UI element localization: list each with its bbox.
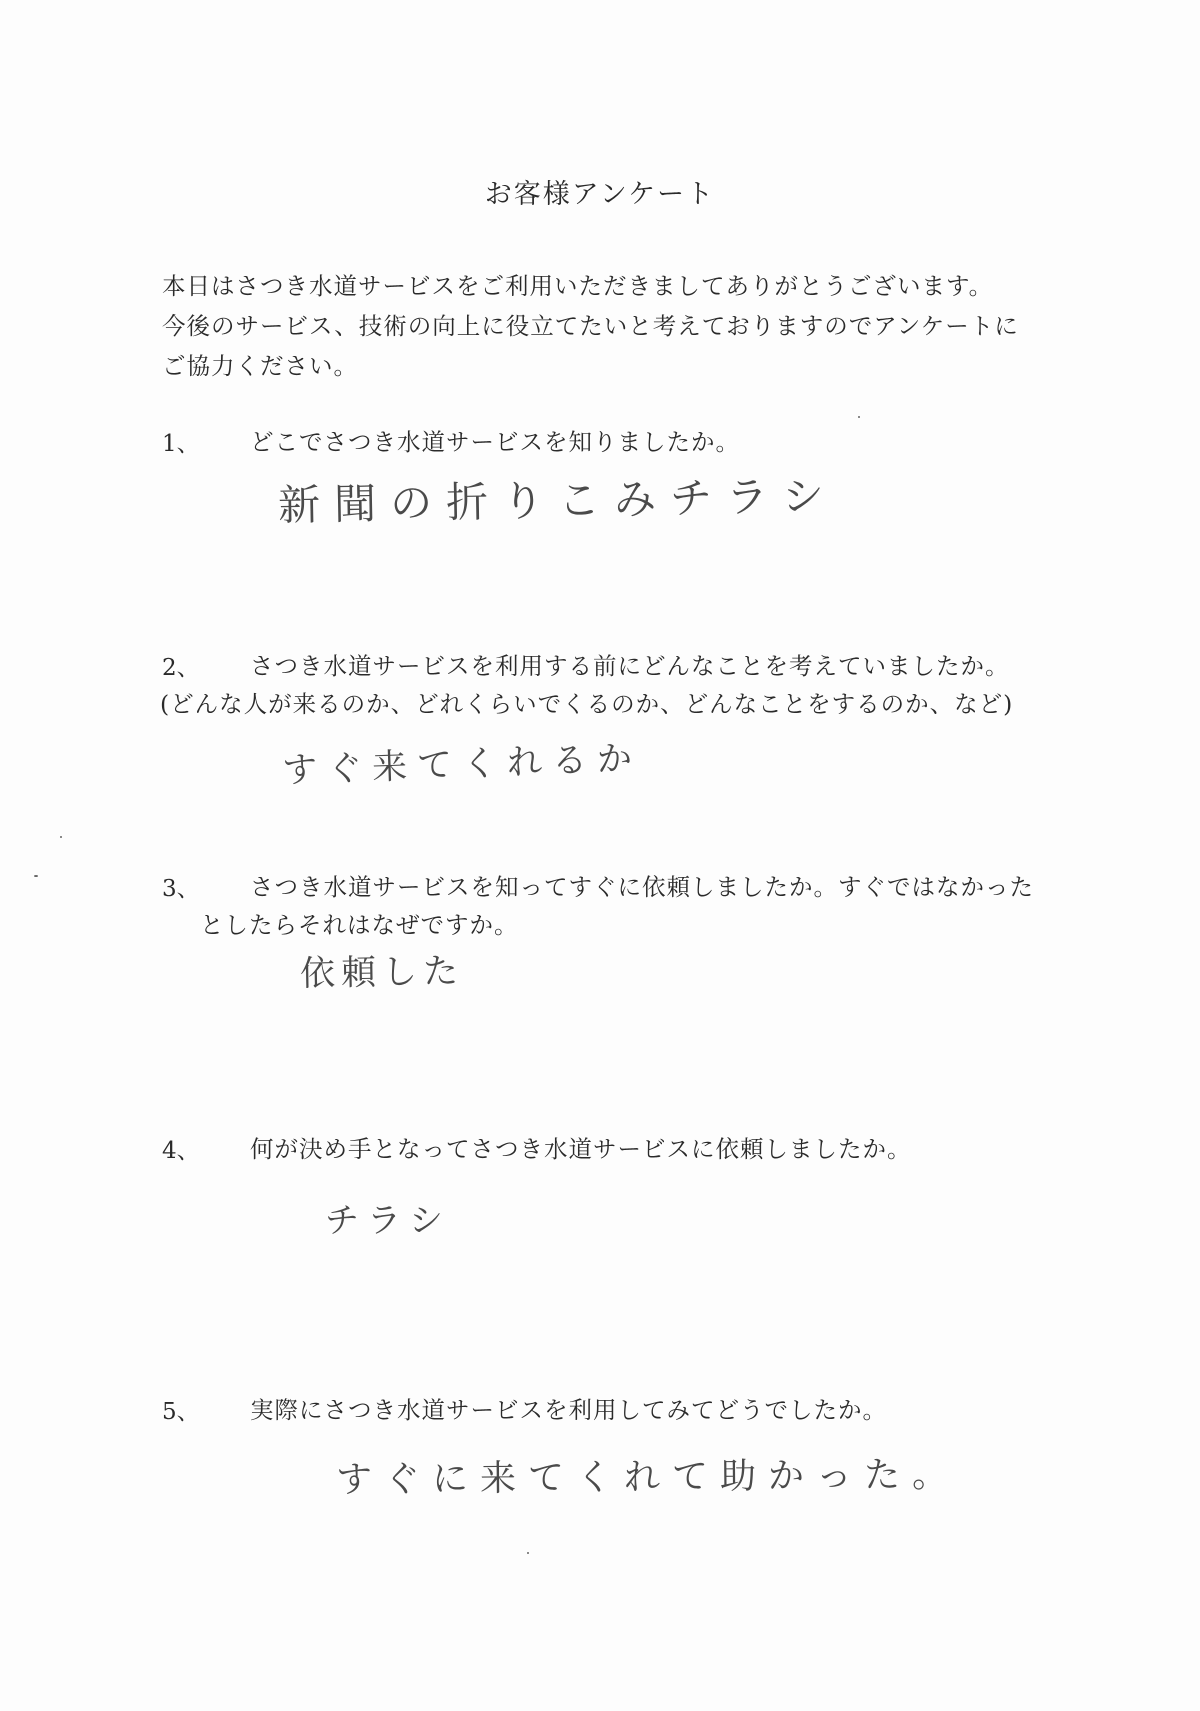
intro-paragraph — [162, 266, 1019, 386]
scan-speck — [527, 1552, 529, 1554]
handwritten-answer: 新聞の折りこみチラシ — [277, 471, 839, 530]
question-text: 何が決め手となってさつき水道サービスに依頼しましたか。 — [250, 1135, 912, 1163]
question-number: 2、 — [162, 655, 200, 681]
question-number: 4、 — [162, 1138, 200, 1164]
page-title: お客様アンケート — [484, 179, 716, 210]
question-subtext: (どんな人が来るのか、どれくらいでくるのか、どんなことをするのか、など) — [160, 690, 1014, 718]
scan-speck — [858, 416, 860, 418]
handwritten-answer: 依頼した — [299, 951, 465, 995]
question-number: 5、 — [162, 1399, 200, 1425]
question-subtext: としたらそれはなぜですか。 — [200, 911, 519, 939]
scan-speck — [34, 875, 38, 877]
intro-line: ご協力ください。 — [162, 352, 358, 380]
question-text: どこでさつき水道サービスを知りましたか。 — [250, 428, 740, 456]
question-text: さつき水道サービスを利用する前にどんなことを考えていましたか。 — [250, 652, 1010, 680]
intro-line: 今後のサービス、技術の向上に役立てたいと考えておりますのでアンケートに — [162, 312, 1019, 340]
question-number: 3、 — [162, 876, 200, 902]
handwritten-answer: すぐに来てくれて助かった。 — [335, 1454, 961, 1501]
intro-line: 本日はさつき水道サービスをご利用いただきましてありがとうございます。 — [162, 272, 994, 300]
handwritten-answer: チラシ — [325, 1201, 451, 1241]
question-text: さつき水道サービスを知ってすぐに依頼しましたか。すぐではなかった — [250, 873, 1034, 901]
handwritten-answer: すぐ来てくれるか — [281, 738, 643, 792]
scan-speck — [60, 836, 62, 838]
question-number: 1、 — [162, 431, 200, 457]
question-text: 実際にさつき水道サービスを利用してみてどうでしたか。 — [250, 1396, 887, 1424]
